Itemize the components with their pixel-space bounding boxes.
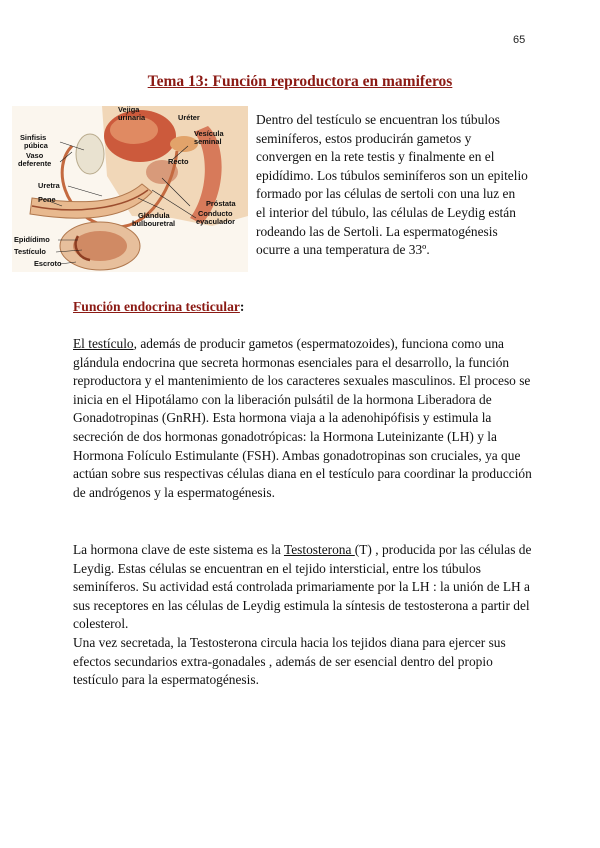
label-vaso: Vaso: [26, 151, 44, 160]
paragraph-testosterona-line2: Una vez secretada, la Testosterona circula hacia los tejidos diana para ejercer sus efectos secundarios extra-gonadales , además de ser esencial dentro del propio testículo para la espermatogénesis.: [73, 634, 506, 688]
label-urinaria: urinaria: [118, 113, 146, 122]
label-eyaculador: eyaculador: [196, 217, 236, 226]
page-number: 65: [513, 34, 526, 46]
label-prostata: Próstata: [206, 199, 236, 208]
paragraph-testosterona: [73, 541, 535, 690]
label-deferente: deferente: [18, 159, 52, 168]
paragraph-testosterona-intro: La hormona clave de este sistema es la: [73, 542, 284, 557]
term-testiculo: El testículo: [73, 336, 134, 351]
page-title: Tema 13: Función reproductora en mamiferos: [147, 73, 453, 90]
section-heading: [73, 299, 244, 315]
label-seminal: seminal: [194, 137, 222, 146]
section-heading-text: Función endocrina testicular: [73, 299, 240, 314]
label-vejiga: Vejiga: [118, 106, 140, 114]
label-uretra: Uretra: [38, 181, 60, 190]
label-glandula: Glándula: [138, 211, 170, 220]
paragraph-testiculo: [73, 335, 535, 502]
label-escroto: Escroto: [34, 259, 62, 268]
label-pubica: púbica: [24, 141, 48, 150]
label-testiculo: Testículo: [14, 247, 46, 256]
label-ureter: Uréter: [178, 113, 200, 122]
intro-paragraph: Dentro del testículo se encuentran los túbulos seminíferos, estos producirán gametos y convergen en la rete testis y finalmente en el epidídimo. Los túbulos seminíferos son un epitelio formado por las células de sertoli con una luz en el interior del túbulo, las células de Leydig están rodeando las de Sertoli. La espermatogénesis ocurre a una temperatura de 33º.: [256, 112, 528, 258]
label-conducto: Conducto: [198, 209, 233, 218]
label-pene: Pene: [38, 195, 56, 204]
paragraph-testosterona-text: (T) , producida por las células de Leydig. Estas células se encuentran en el tejido intersticial, entre los túbulos seminíferos. Su actividad está controlada primariamente por la LH : la unión de LH a sus receptores en las células de Leydig estimula la síntesis de testosterona a partir del colesterol.: [73, 542, 532, 632]
label-epididimo: Epidídimo: [14, 235, 50, 244]
term-testosterona: Testosterona: [283, 542, 355, 557]
label-recto: Recto: [168, 157, 189, 166]
label-bulbouretral: bulbouretral: [132, 219, 176, 228]
label-sinfisis: Sinfisis: [20, 133, 47, 142]
paragraph-testiculo-text: , además de producir gametos (espermatozoides), funciona como una glándula endocrina que secreta hormonas esenciales para el desarrollo, la función reproductora y el mantenimiento de los caracteres sexuales masculinos. El proceso se inicia en el Hipotálamo con la liberación pulsátil de la hormona Liberadora de Gonadotropinas (GnRH). Esta hormona viaja a la adenohipófisis y estimula la secreción de dos hormonas gonadotrópicas: la Hormona Luteinizante (LH) y la Hormona Folículo Estimulante (FSH). Ambas gonadotropinas son cruciales, ya que actúan sobre sus respectivas células diana en el testículo para coordinar la producción de andrógenos y la espermatogénesis.: [73, 336, 532, 500]
label-vesicula: Vesícula: [194, 129, 224, 138]
section-heading-colon: :: [239, 299, 245, 314]
anatomy-diagram: [12, 106, 248, 272]
